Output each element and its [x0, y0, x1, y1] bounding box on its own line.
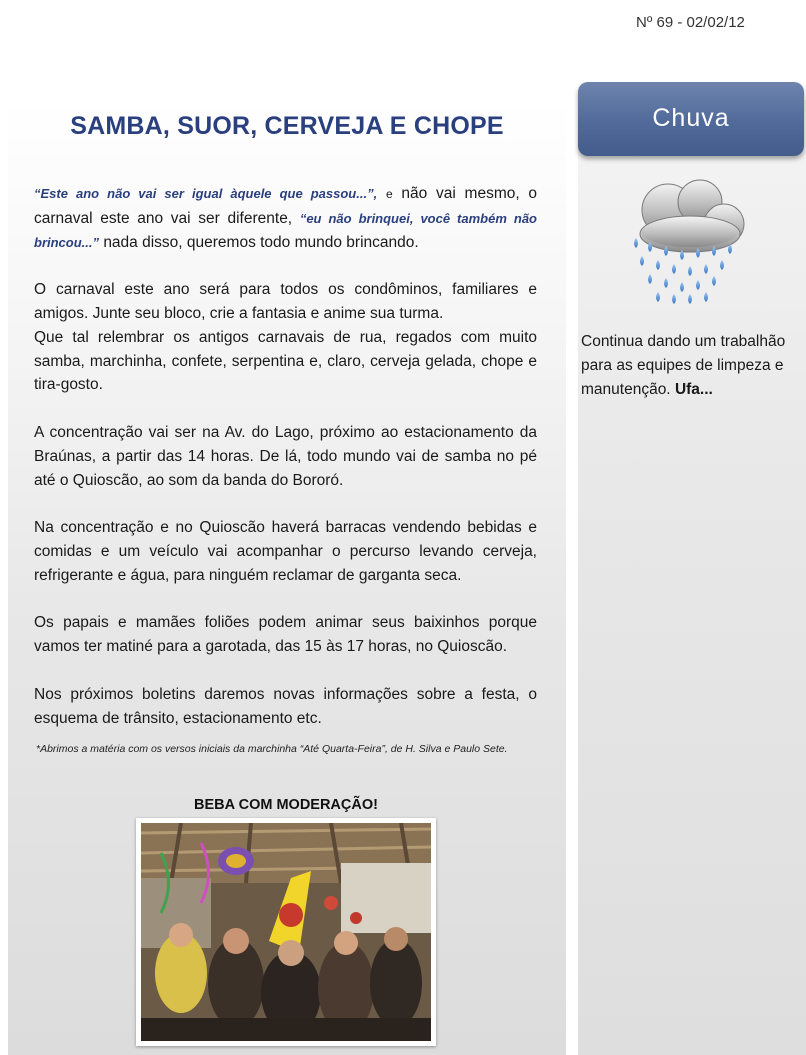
paragraph-stands: Na concentração e no Quioscão haverá barracas vendendo bebidas e comidas e um veículo vai acompanhar o percurso levando cerveja, refrigerante e água, para ninguém reclamar de garganta seca.: [34, 519, 537, 584]
paragraph-next-bulletins: Nos próximos boletins daremos novas informações sobre a festa, o esquema de trânsito, estacionamento etc.: [34, 685, 537, 727]
paragraph-old-carnivals: Que tal relembrar os antigos carnavais de rua, regados com muito samba, marchinha, confete, serpentina e, claro, cerveja gelada, chope e tira-gosto.: [34, 328, 537, 394]
paragraph-meeting-point: A concentração vai ser na Av. do Lago, próximo ao estacionamento da Braúnas, a partir das 14 horas. De lá, todo mundo vai de samba no pé até o Quioscão, ao som da banda do Bororó.: [34, 423, 537, 489]
sidebar-text: [581, 330, 799, 402]
photo-caption: BEBA COM MODERAÇÃO!: [194, 797, 378, 813]
paragraph-intro: [34, 182, 537, 254]
sidebar-heading: Chuva: [578, 82, 804, 156]
carnival-photo: [136, 818, 436, 1046]
conjunction-text: e: [385, 187, 393, 201]
quote-second: “eu não brinquei, você também não brincou...”: [34, 210, 538, 250]
quote-opening: “Este ano não vai ser igual àquele que passou...”,: [34, 186, 378, 201]
issue-number: Nº 69 - 02/02/12: [636, 14, 745, 31]
footnote: *Abrimos a matéria com os versos iniciais da marchinha “Até Quarta-Feira”, de H. Silva e Paulo Sete.: [36, 743, 508, 755]
article-body: [34, 182, 537, 730]
sidebar-text-body: Continua dando um trabalhão para as equipes de limpeza e manutenção.: [581, 333, 786, 398]
carnival-photo-illustration: [141, 823, 431, 1041]
intro-text-1: não vai mesmo, o carnaval este ano vai ser diferente,: [34, 185, 538, 227]
paragraph-everyone: O carnaval este ano será para todos os condôminos, familiares e amigos. Junte seu bloco, crie a fantasia e anime sua turma.: [34, 281, 537, 322]
sidebar-text-bold: Ufa...: [674, 381, 713, 398]
article-title: SAMBA, SUOR, CERVEJA E CHOPE: [70, 112, 504, 140]
intro-text-2: nada disso, queremos todo mundo brincando.: [103, 233, 419, 251]
rain-cloud-icon: [628, 176, 748, 306]
paragraph-kids-matinee: Os papais e mamães foliões podem animar seus baixinhos porque vamos ter matiné para a garotada, das 15 às 17 horas, no Quioscão.: [34, 614, 537, 656]
